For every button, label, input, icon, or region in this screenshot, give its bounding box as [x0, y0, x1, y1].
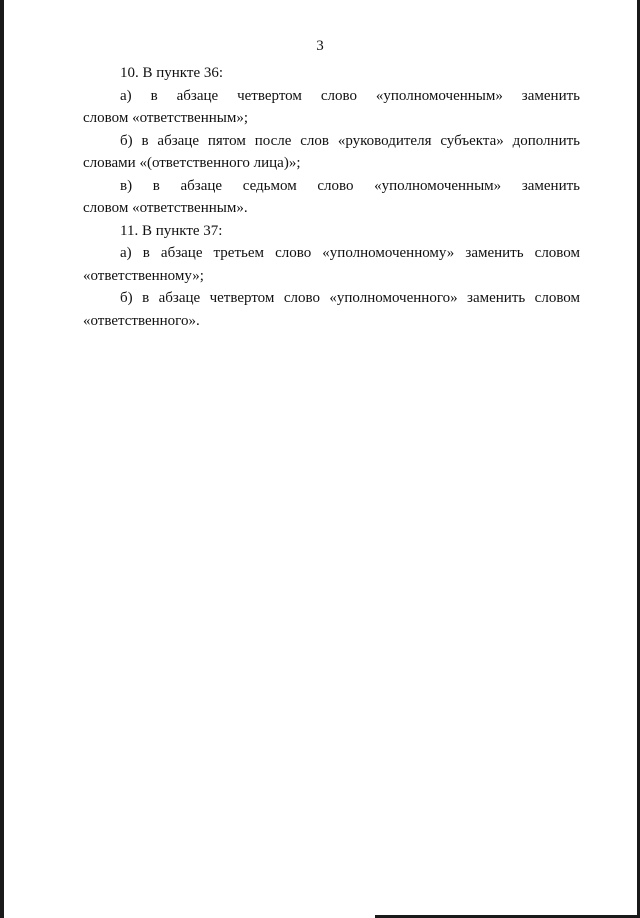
paragraph-10a-line2: словом «ответственным»;: [83, 110, 248, 126]
paragraph-10c-line2: словом «ответственным».: [83, 200, 248, 216]
paragraph-10b-line2: словами «(ответственного лица)»;: [83, 155, 301, 171]
paragraph-11a: [83, 242, 580, 287]
paragraph-10b: [83, 130, 580, 175]
document-body: [83, 62, 580, 332]
paragraph-10c: [83, 175, 580, 220]
paragraph-11a-line2: «ответственному»;: [83, 267, 204, 284]
scan-edge-left: [0, 0, 4, 918]
paragraph-item-10: [83, 62, 580, 85]
page-number: 3: [316, 38, 324, 54]
paragraph-11b: [83, 287, 580, 332]
paragraph-11b-line1: б) в абзаце четвертом слово «уполномоченного» заменить словом: [120, 290, 580, 306]
paragraph-10c-line1: в) в абзаце седьмом слово «уполномоченным» заменить: [120, 177, 580, 194]
paragraph-10a-line1: а) в абзаце четвертом слово «уполномоченным» заменить: [120, 87, 580, 104]
item-11-heading: 11. В пункте 37:: [120, 222, 223, 239]
paragraph-11b-line2: «ответственного».: [83, 312, 200, 329]
paragraph-10b-line1: б) в абзаце пятом после слов «руководителя субъекта» дополнить: [120, 132, 580, 149]
paragraph-11a-line1: а) в абзаце третьем слово «уполномоченному» заменить словом: [120, 245, 580, 261]
item-10-heading: 10. В пункте 36:: [120, 65, 224, 81]
paragraph-10a: [83, 85, 580, 130]
paragraph-item-11: [83, 220, 580, 243]
